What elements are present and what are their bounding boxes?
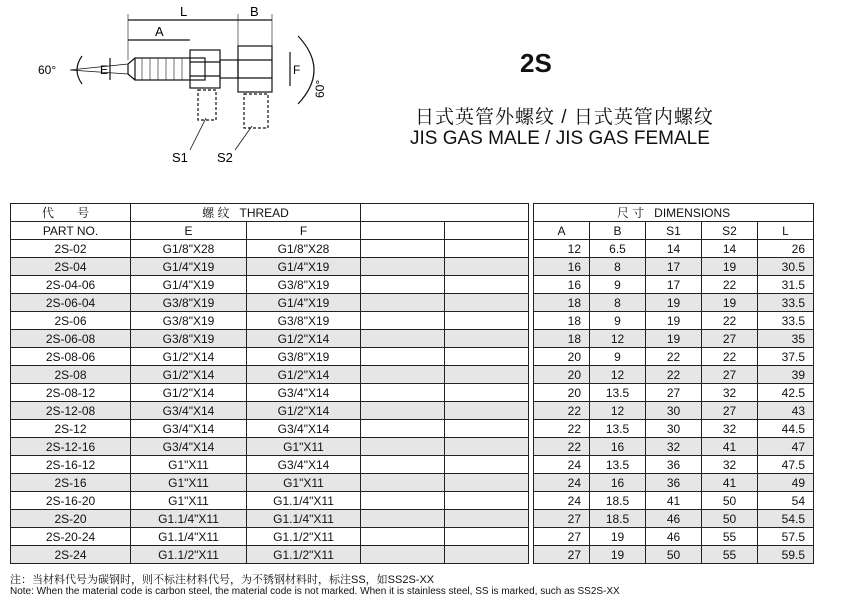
cell-a: 24 (534, 492, 590, 510)
cell-l: 47.5 (758, 456, 814, 474)
cell-s1: 30 (646, 402, 702, 420)
dim-F: F (293, 63, 301, 77)
header-dim-en: DIMENSIONS (654, 206, 731, 220)
header-A: A (534, 222, 590, 240)
cell-empty (361, 528, 445, 546)
cell-a: 24 (534, 474, 590, 492)
header-E: E (131, 222, 247, 240)
cell-s1: 46 (646, 510, 702, 528)
cell-a: 20 (534, 384, 590, 402)
dimensions-table (10, 203, 814, 564)
cell-f: G3/8"X19 (247, 312, 361, 330)
cell-l: 59.5 (758, 546, 814, 564)
table-row (11, 366, 814, 384)
table-row (11, 528, 814, 546)
table-row (11, 474, 814, 492)
cell-empty (445, 510, 529, 528)
table-row (11, 312, 814, 330)
cell-empty (445, 240, 529, 258)
cell-empty (445, 456, 529, 474)
cell-empty (361, 294, 445, 312)
cell-e: G3/8"X19 (131, 330, 247, 348)
cell-part: 2S-04 (11, 258, 131, 276)
cell-f: G1/2"X14 (247, 366, 361, 384)
note-english: Note: When the material code is carbon steel, the material code is not marked. When it is stainless steel, SS is marked, such as SS2S-XX (10, 586, 620, 597)
cell-s2: 50 (702, 510, 758, 528)
cell-b: 12 (590, 366, 646, 384)
cell-l: 33.5 (758, 294, 814, 312)
cell-e: G1/8"X28 (131, 240, 247, 258)
table-row (11, 420, 814, 438)
dim-A: A (155, 24, 164, 39)
cell-empty (361, 258, 445, 276)
cell-empty (361, 384, 445, 402)
cell-f: G1"X11 (247, 438, 361, 456)
header-row-2 (11, 222, 814, 240)
cell-empty (361, 456, 445, 474)
cell-b: 6.5 (590, 240, 646, 258)
cell-e: G3/4"X14 (131, 420, 247, 438)
cell-s1: 19 (646, 330, 702, 348)
cell-s1: 17 (646, 276, 702, 294)
cell-empty (361, 312, 445, 330)
cell-f: G1/2"X14 (247, 402, 361, 420)
cell-f: G1/4"X19 (247, 258, 361, 276)
table-row (11, 510, 814, 528)
cell-a: 22 (534, 420, 590, 438)
cell-s1: 50 (646, 546, 702, 564)
cell-empty (445, 312, 529, 330)
header-B: B (590, 222, 646, 240)
header-row-1 (11, 204, 814, 222)
cell-part: 2S-12-16 (11, 438, 131, 456)
cell-s1: 30 (646, 420, 702, 438)
cell-s1: 27 (646, 384, 702, 402)
cell-s2: 41 (702, 474, 758, 492)
cell-empty (361, 438, 445, 456)
header-part-en: PART NO. (11, 222, 131, 240)
cell-b: 18.5 (590, 510, 646, 528)
subtitle-english: JIS GAS MALE / JIS GAS FEMALE (410, 128, 710, 149)
cell-e: G1"X11 (131, 492, 247, 510)
header-F: F (247, 222, 361, 240)
dim-angle-left: 60° (38, 63, 57, 77)
cell-f: G1"X11 (247, 474, 361, 492)
cell-s2: 55 (702, 528, 758, 546)
table-row (11, 294, 814, 312)
header-thread (131, 204, 361, 222)
header-empty (361, 204, 529, 222)
dim-B: B (250, 4, 259, 19)
header-dimensions (534, 204, 814, 222)
cell-l: 54 (758, 492, 814, 510)
cell-a: 16 (534, 258, 590, 276)
cell-empty (361, 546, 445, 564)
cell-e: G1/4"X19 (131, 258, 247, 276)
cell-empty (445, 258, 529, 276)
header-S1: S1 (646, 222, 702, 240)
label-S1: S1 (172, 150, 188, 165)
cell-l: 42.5 (758, 384, 814, 402)
cell-s1: 36 (646, 474, 702, 492)
dim-L: L (180, 4, 188, 19)
cell-part: 2S-06 (11, 312, 131, 330)
cell-b: 8 (590, 258, 646, 276)
cell-s1: 22 (646, 366, 702, 384)
dim-E: E (100, 63, 109, 77)
cell-empty (361, 474, 445, 492)
cell-s2: 32 (702, 384, 758, 402)
cell-s2: 32 (702, 420, 758, 438)
cell-s1: 17 (646, 258, 702, 276)
cell-s1: 19 (646, 294, 702, 312)
cell-e: G1/2"X14 (131, 348, 247, 366)
cell-empty (445, 384, 529, 402)
cell-empty (445, 330, 529, 348)
cell-empty (445, 348, 529, 366)
table-row (11, 456, 814, 474)
cell-e: G1.1/4"X11 (131, 528, 247, 546)
cell-empty (445, 420, 529, 438)
table-row (11, 258, 814, 276)
table-row (11, 384, 814, 402)
cell-empty (361, 366, 445, 384)
cell-b: 19 (590, 528, 646, 546)
cell-f: G1/4"X19 (247, 294, 361, 312)
cell-part: 2S-04-06 (11, 276, 131, 294)
cell-b: 12 (590, 402, 646, 420)
cell-s2: 22 (702, 312, 758, 330)
cell-empty (361, 492, 445, 510)
cell-s2: 22 (702, 276, 758, 294)
header-thread-cn: 螺 纹 (202, 206, 230, 220)
cell-l: 31.5 (758, 276, 814, 294)
cell-part: 2S-08 (11, 366, 131, 384)
cell-part: 2S-16 (11, 474, 131, 492)
cell-b: 8 (590, 294, 646, 312)
cell-l: 57.5 (758, 528, 814, 546)
cell-l: 43 (758, 402, 814, 420)
cell-e: G1.1/4"X11 (131, 510, 247, 528)
cell-s2: 32 (702, 456, 758, 474)
fitting-drawing (30, 0, 340, 190)
cell-s2: 27 (702, 402, 758, 420)
cell-a: 12 (534, 240, 590, 258)
cell-b: 13.5 (590, 420, 646, 438)
cell-s2: 19 (702, 258, 758, 276)
cell-e: G3/8"X19 (131, 312, 247, 330)
cell-part: 2S-16-12 (11, 456, 131, 474)
cell-s1: 22 (646, 348, 702, 366)
table-row (11, 402, 814, 420)
cell-b: 9 (590, 312, 646, 330)
header-S2: S2 (702, 222, 758, 240)
cell-part: 2S-02 (11, 240, 131, 258)
cell-part: 2S-12-08 (11, 402, 131, 420)
cell-part: 2S-08-12 (11, 384, 131, 402)
cell-empty (361, 420, 445, 438)
cell-l: 33.5 (758, 312, 814, 330)
cell-e: G1.1/2"X11 (131, 546, 247, 564)
product-title: 2S (520, 48, 552, 78)
cell-a: 27 (534, 528, 590, 546)
table-row (11, 546, 814, 564)
cell-s1: 36 (646, 456, 702, 474)
header-dim-cn: 尺 寸 (616, 206, 645, 220)
cell-s2: 41 (702, 438, 758, 456)
cell-b: 13.5 (590, 384, 646, 402)
cell-l: 49 (758, 474, 814, 492)
cell-f: G3/4"X14 (247, 456, 361, 474)
cell-a: 27 (534, 546, 590, 564)
cell-part: 2S-06-08 (11, 330, 131, 348)
cell-s1: 32 (646, 438, 702, 456)
header-L: L (758, 222, 814, 240)
cell-s2: 14 (702, 240, 758, 258)
cell-s2: 27 (702, 330, 758, 348)
cell-a: 18 (534, 330, 590, 348)
cell-l: 30.5 (758, 258, 814, 276)
cell-a: 22 (534, 402, 590, 420)
cell-e: G3/4"X14 (131, 438, 247, 456)
cell-a: 20 (534, 348, 590, 366)
cell-a: 22 (534, 438, 590, 456)
cell-empty (445, 366, 529, 384)
cell-f: G3/8"X19 (247, 348, 361, 366)
cell-empty (445, 474, 529, 492)
cell-part: 2S-08-06 (11, 348, 131, 366)
cell-s2: 22 (702, 348, 758, 366)
cell-s1: 19 (646, 312, 702, 330)
cell-b: 18.5 (590, 492, 646, 510)
cell-e: G1"X11 (131, 456, 247, 474)
cell-l: 39 (758, 366, 814, 384)
cell-s2: 55 (702, 546, 758, 564)
table-row (11, 492, 814, 510)
cell-f: G3/4"X14 (247, 384, 361, 402)
table-row (11, 276, 814, 294)
cell-s1: 46 (646, 528, 702, 546)
cell-part: 2S-24 (11, 546, 131, 564)
cell-a: 18 (534, 312, 590, 330)
cell-part: 2S-20-24 (11, 528, 131, 546)
cell-empty (361, 240, 445, 258)
cell-f: G1.1/4"X11 (247, 510, 361, 528)
cell-f: G1.1/2"X11 (247, 546, 361, 564)
cell-s1: 41 (646, 492, 702, 510)
cell-empty (445, 438, 529, 456)
label-S2: S2 (217, 150, 233, 165)
cell-empty (361, 402, 445, 420)
cell-s2: 50 (702, 492, 758, 510)
cell-a: 16 (534, 276, 590, 294)
cell-empty (445, 528, 529, 546)
cell-empty (445, 294, 529, 312)
cell-part: 2S-20 (11, 510, 131, 528)
cell-f: G1/2"X14 (247, 330, 361, 348)
cell-s1: 14 (646, 240, 702, 258)
cell-l: 44.5 (758, 420, 814, 438)
header-thread-en: THREAD (239, 206, 289, 220)
cell-empty (445, 276, 529, 294)
cell-f: G1.1/4"X11 (247, 492, 361, 510)
cell-b: 16 (590, 474, 646, 492)
table-row (11, 348, 814, 366)
cell-l: 54.5 (758, 510, 814, 528)
cell-b: 9 (590, 348, 646, 366)
cell-b: 19 (590, 546, 646, 564)
cell-e: G3/8"X19 (131, 294, 247, 312)
cell-b: 9 (590, 276, 646, 294)
cell-a: 20 (534, 366, 590, 384)
cell-b: 16 (590, 438, 646, 456)
cell-empty (445, 402, 529, 420)
header-part-cn: 代 号 (11, 204, 131, 222)
cell-empty (361, 510, 445, 528)
cell-f: G1.1/2"X11 (247, 528, 361, 546)
cell-empty (361, 276, 445, 294)
cell-a: 27 (534, 510, 590, 528)
cell-s2: 19 (702, 294, 758, 312)
note-chinese: 注：当材料代号为碳钢时，则不标注材料代号，为不锈钢材料时，标注SS，如SS2S-XX (10, 574, 435, 586)
cell-e: G1/4"X19 (131, 276, 247, 294)
cell-empty (445, 492, 529, 510)
cell-empty (361, 330, 445, 348)
table-row (11, 438, 814, 456)
cell-l: 37.5 (758, 348, 814, 366)
cell-e: G1/2"X14 (131, 366, 247, 384)
cell-part: 2S-12 (11, 420, 131, 438)
cell-f: G3/8"X19 (247, 276, 361, 294)
cell-f: G3/4"X14 (247, 420, 361, 438)
cell-empty (361, 348, 445, 366)
cell-e: G1/2"X14 (131, 384, 247, 402)
cell-part: 2S-16-20 (11, 492, 131, 510)
subtitle-chinese: 日式英管外螺纹 / 日式英管内螺纹 (415, 107, 714, 128)
dim-angle-right: 60° (313, 79, 327, 98)
cell-part: 2S-06-04 (11, 294, 131, 312)
cell-s2: 27 (702, 366, 758, 384)
cell-empty (445, 546, 529, 564)
cell-b: 13.5 (590, 456, 646, 474)
cell-a: 18 (534, 294, 590, 312)
cell-e: G3/4"X14 (131, 402, 247, 420)
cell-l: 26 (758, 240, 814, 258)
cell-l: 47 (758, 438, 814, 456)
cell-l: 35 (758, 330, 814, 348)
cell-f: G1/8"X28 (247, 240, 361, 258)
table-row (11, 240, 814, 258)
table-row (11, 330, 814, 348)
cell-a: 24 (534, 456, 590, 474)
cell-e: G1"X11 (131, 474, 247, 492)
cell-b: 12 (590, 330, 646, 348)
